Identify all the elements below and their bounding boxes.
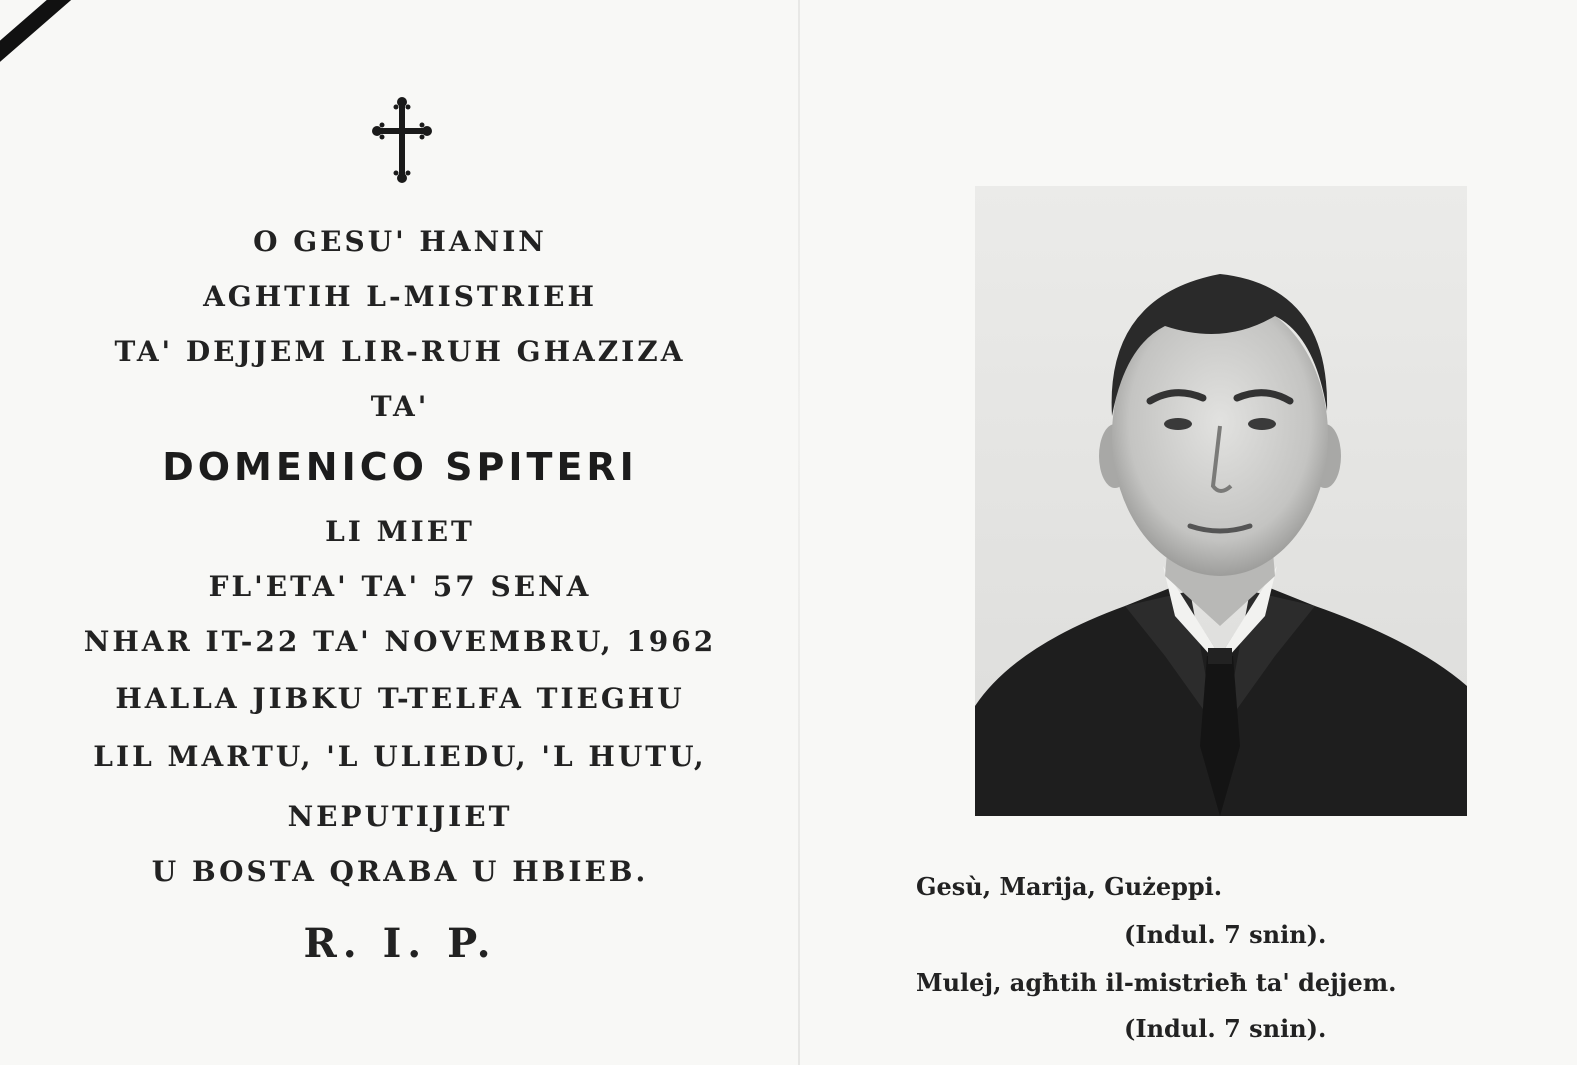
cross-icon (372, 95, 432, 185)
detail-line: LI MIET (325, 515, 475, 548)
indulgence-note: (Indul. 7 snin). (1124, 920, 1327, 949)
detail-line: U BOSTA QRABA U HBIEB. (151, 855, 649, 888)
detail-line: NEPUTIJIET (287, 800, 513, 833)
rip-closing: R. I. P. (303, 920, 497, 967)
memorial-text-panel (40, 95, 760, 995)
detail-line: LIL MARTU, 'L ULIEDU, 'L HUTU, (93, 740, 707, 773)
invocation-line: O GESU' HANIN (253, 225, 547, 258)
invocation-line: AGHTIH L-MISTRIEH (203, 280, 597, 313)
detail-line: FL'ETA' TA' 57 SENA (208, 570, 592, 603)
invocation-line: TA' (370, 390, 430, 423)
deceased-name: DOMENICO SPITERI (162, 445, 638, 489)
invocation-line: TA' DEJJEM LIR-RUH GHAZIZA (114, 335, 686, 368)
prayer-line: Mulej, agħtih il-mistrieħ ta' dejjem. (916, 968, 1397, 997)
indulgence-prayers (912, 868, 1512, 1058)
indulgence-note: (Indul. 7 snin). (1124, 1014, 1327, 1043)
detail-line: HALLA JIBKU T-TELFA TIEGHU (115, 682, 685, 715)
portrait-photo (975, 186, 1467, 816)
card-fold (798, 0, 800, 1065)
prayer-line: Gesù, Marija, Gużeppi. (916, 872, 1223, 901)
mourning-band (0, 0, 207, 92)
detail-line: NHAR IT-22 TA' NOVEMBRU, 1962 (83, 625, 717, 658)
